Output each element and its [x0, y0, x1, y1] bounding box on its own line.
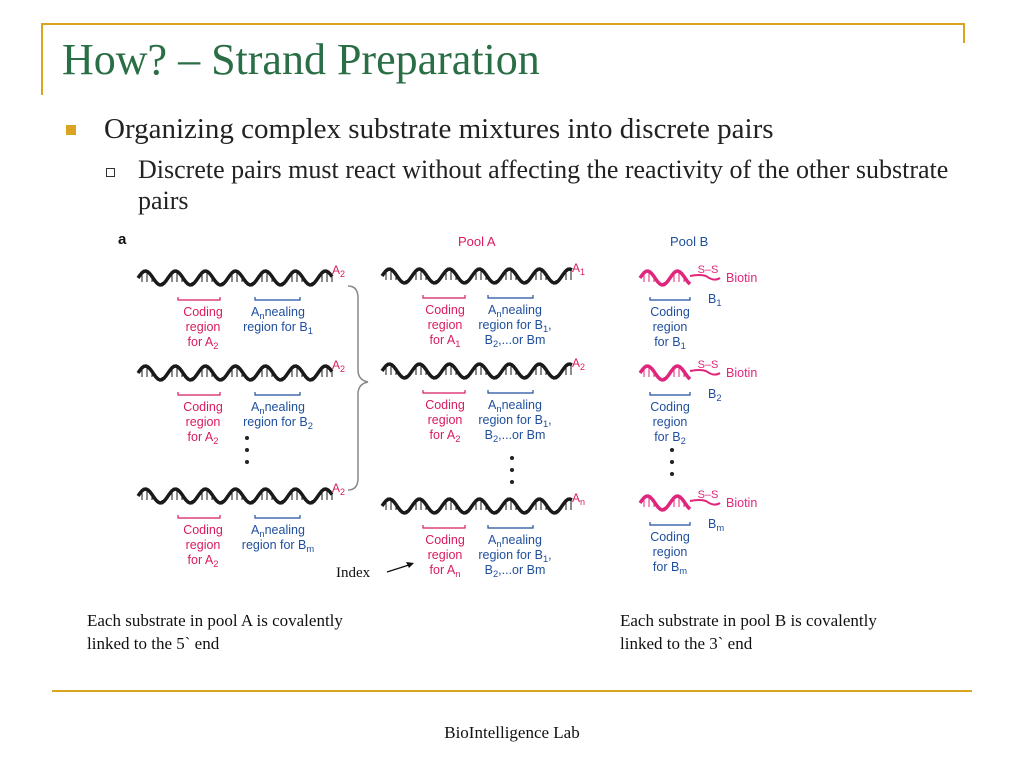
- frame-top-rule: [41, 23, 965, 25]
- pool-a-coding-for: for $A_2$: [429, 428, 461, 444]
- pool-b-strand-label: $B_m$: [708, 517, 725, 533]
- left-column: [138, 263, 345, 569]
- pool-b-coding-for: for $B_2$: [654, 430, 686, 446]
- pool-b-ss-label: S–S: [697, 359, 719, 371]
- pool-a-coding-line1: Coding: [425, 303, 465, 317]
- pool-a-strand: [382, 499, 572, 513]
- pool-b-strand-row: [640, 359, 757, 446]
- frame-right-rule: [963, 23, 965, 43]
- left-annealing-line1: $A_nnealing$: [251, 305, 305, 321]
- pool-a-annealing-line3: $B_2,...or$ Bm: [484, 563, 546, 579]
- pool-a-title: Pool A: [458, 234, 496, 249]
- pool-a-coding-line1: Coding: [425, 398, 465, 412]
- pool-b-strand: [640, 366, 690, 380]
- left-coding-line2: region: [185, 415, 221, 429]
- caption-pool-b: [620, 609, 877, 655]
- left-strand-label: $A_2$: [332, 263, 346, 279]
- caption-pool-a-line2: linked to the 5` end: [87, 634, 220, 653]
- pool-b-coding-for: for $B_1$: [654, 335, 686, 351]
- left-coding-bracket: [178, 392, 220, 395]
- left-strand-label: $A_2$: [332, 481, 346, 497]
- pool-a-annealing-bracket: [488, 525, 533, 528]
- pool-b-ellipsis: [670, 448, 674, 476]
- sub-bullet-box-icon: [106, 168, 115, 177]
- left-strand-row: [138, 481, 345, 569]
- pool-b-strand-label: $B_1$: [708, 292, 722, 308]
- panel-letter: a: [118, 231, 127, 248]
- sub-bullet-text: Discrete pairs must react without affecting the reactivity of the other substrate pairs: [138, 155, 949, 215]
- pool-a-strand-row: [382, 356, 585, 444]
- pool-a-annealing-line3: $B_2,...or$ Bm: [484, 428, 546, 444]
- pool-a-annealing-line1: $A_nnealing$: [488, 398, 542, 414]
- bullet-square-icon: [66, 125, 76, 135]
- bullet-text: Organizing complex substrate mixtures into discrete pairs: [104, 113, 774, 145]
- left-coding-line1: Coding: [183, 523, 223, 537]
- pool-a-strand-label: $A_n$: [572, 491, 586, 507]
- pool-a-coding-for: for $A_n$: [429, 563, 461, 579]
- left-annealing-line1: $A_nnealing$: [251, 400, 305, 416]
- caption-pool-a: [87, 609, 343, 655]
- strand-diagram: [110, 228, 790, 588]
- pool-a-annealing-line3: $B_2,...or$ Bm: [484, 333, 546, 349]
- pool-a-ellipsis: [510, 456, 514, 484]
- left-annealing-bracket: [255, 515, 300, 518]
- pool-a-coding-for: for $A_1$: [429, 333, 461, 349]
- caption-pool-b-line2: linked to the 3` end: [620, 634, 753, 653]
- left-ellipsis: [245, 436, 249, 464]
- pool-b-coding-line2: region: [652, 415, 688, 429]
- left-annealing-line1: $A_nnealing$: [251, 523, 305, 539]
- left-annealing-line2: region for $B_2$: [243, 415, 313, 431]
- pool-b-strand-row: [640, 489, 757, 576]
- left-coding-for: for $A_2$: [187, 553, 219, 569]
- left-coding-for: for $A_2$: [187, 430, 219, 446]
- pool-a-strand-row: [382, 491, 585, 579]
- pool-a-coding-bracket: [423, 525, 465, 528]
- pool-a-strand-row: [382, 261, 585, 349]
- pool-a-coding-line1: Coding: [425, 533, 465, 547]
- pool-b-coding-line2: region: [652, 545, 688, 559]
- pool-a-annealing-line2: region for $B_1$,: [478, 318, 552, 334]
- pool-b-strand: [640, 496, 690, 510]
- left-coding-bracket: [178, 297, 220, 300]
- pool-a-column: [382, 261, 585, 579]
- pool-b-coding-for: for $B_m$: [652, 560, 688, 576]
- pool-b-strand-label: $B_2$: [708, 387, 722, 403]
- left-strand: [138, 366, 332, 380]
- left-annealing-bracket: [255, 392, 300, 395]
- left-strand-row: [138, 358, 345, 446]
- frame-left-rule: [41, 23, 43, 95]
- pool-b-strand-row: [640, 264, 757, 351]
- caption-pool-a-line1: Each substrate in pool A is covalently: [87, 611, 343, 630]
- slide-title: How? – Strand Preparation: [62, 35, 540, 84]
- pool-a-annealing-bracket: [488, 295, 533, 298]
- left-strand: [138, 489, 332, 503]
- left-annealing-bracket: [255, 297, 300, 300]
- pool-a-coding-line2: region: [427, 548, 463, 562]
- index-label: Index: [336, 565, 371, 581]
- pool-a-strand: [382, 364, 572, 378]
- footer-rule: [52, 690, 972, 692]
- pool-a-coding-bracket: [423, 295, 465, 298]
- pool-a-strand: [382, 269, 572, 283]
- pool-a-annealing-line1: $A_nnealing$: [488, 533, 542, 549]
- footer-text: BioIntelligence Lab: [444, 723, 580, 742]
- left-coding-line2: region: [185, 320, 221, 334]
- pool-a-strand-label: $A_2$: [572, 356, 586, 372]
- pool-b-coding-line1: Coding: [650, 530, 690, 544]
- pool-b-coding-bracket: [650, 522, 690, 525]
- pool-b-coding-line2: region: [652, 320, 688, 334]
- grouping-brace: [348, 286, 368, 490]
- pool-b-title: Pool B: [670, 234, 709, 249]
- pool-a-coding-bracket: [423, 390, 465, 393]
- left-coding-for: for $A_2$: [187, 335, 219, 351]
- pool-b-coding-bracket: [650, 297, 690, 300]
- pool-b-column: [640, 264, 757, 576]
- pool-a-annealing-line1: $A_nnealing$: [488, 303, 542, 319]
- pool-b-biotin-label: Biotin: [726, 271, 758, 285]
- left-strand: [138, 271, 332, 285]
- left-strand-label: $A_2$: [332, 358, 346, 374]
- pool-b-ss-label: S–S: [697, 489, 719, 501]
- pool-b-coding-bracket: [650, 392, 690, 395]
- pool-a-coding-line2: region: [427, 413, 463, 427]
- left-annealing-line2: region for $B_m$: [241, 538, 315, 554]
- pool-a-coding-line2: region: [427, 318, 463, 332]
- left-annealing-line2: region for $B_1$: [243, 320, 313, 336]
- pool-b-coding-line1: Coding: [650, 305, 690, 319]
- left-coding-line2: region: [185, 538, 221, 552]
- pool-a-strand-label: $A_1$: [572, 261, 586, 277]
- left-coding-line1: Coding: [183, 400, 223, 414]
- pool-b-biotin-label: Biotin: [726, 366, 758, 380]
- pool-b-ss-label: S–S: [697, 264, 719, 276]
- pool-b-coding-line1: Coding: [650, 400, 690, 414]
- pool-a-annealing-line2: region for $B_1$,: [478, 413, 552, 429]
- pool-a-annealing-line2: region for $B_1$,: [478, 548, 552, 564]
- left-strand-row: [138, 263, 345, 351]
- caption-pool-b-line1: Each substrate in pool B is covalently: [620, 611, 877, 630]
- pool-a-annealing-bracket: [488, 390, 533, 393]
- pool-b-strand: [640, 271, 690, 285]
- pool-b-biotin-label: Biotin: [726, 496, 758, 510]
- left-coding-bracket: [178, 515, 220, 518]
- left-coding-line1: Coding: [183, 305, 223, 319]
